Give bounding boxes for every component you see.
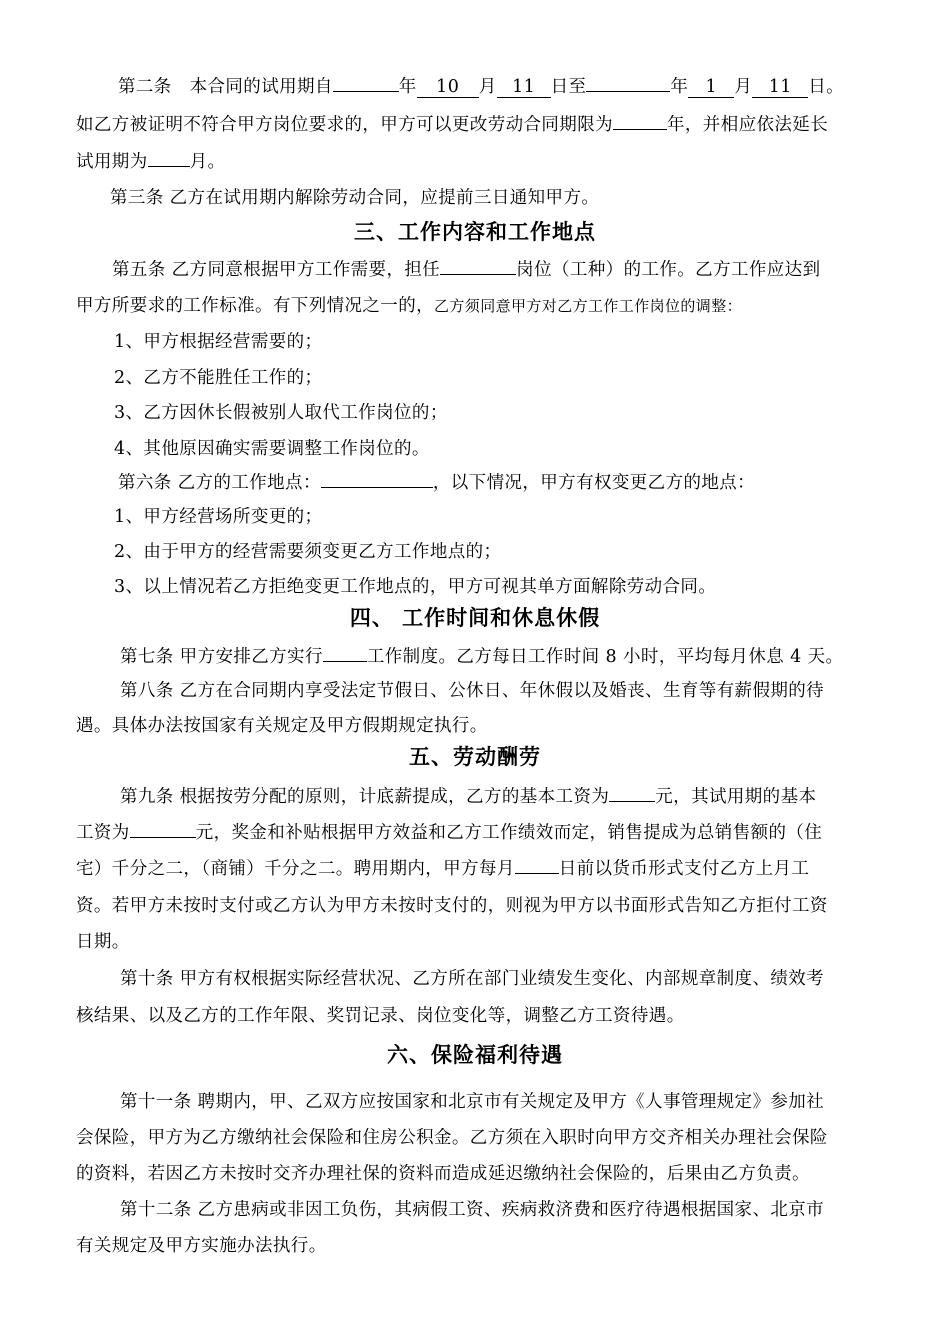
article-label: 第二条 bbox=[118, 77, 172, 97]
text: 第九条 根据按劳分配的原则，计底薪提成，乙方的基本工资为 bbox=[120, 787, 610, 807]
art2-line1 bbox=[118, 75, 928, 99]
text: 月 bbox=[734, 77, 753, 97]
text: 工作制度。乙方每日工作时间 8 小时，平均每月休息 4 天。 bbox=[366, 647, 844, 667]
text: 工资为 bbox=[76, 823, 130, 843]
blank-probation-salary bbox=[130, 837, 196, 838]
list-item: 2、由于甲方的经营需要须变更乙方工作地点的； bbox=[114, 542, 502, 562]
text: 第六条 乙方的工作地点： bbox=[118, 473, 321, 493]
art12-line1: 第十二条 乙方患病或非因工负伤，其病假工资、疾病救济费和医疗待遇根据国家、北京市 bbox=[120, 1200, 825, 1220]
art11-line2: 会保险，甲方为乙方缴纳社会保险和住房公积金。乙方须在入职时向甲方交齐相关办理社会保险 bbox=[76, 1128, 828, 1148]
art7 bbox=[120, 645, 930, 669]
art11-line3: 的资料，若因乙方未按时交齐办理社保的资料而造成延迟缴纳社会保险的，后果由乙方负责。 bbox=[76, 1164, 810, 1184]
list-item: 1、甲方根据经营需要的； bbox=[114, 332, 323, 352]
list-item: 3、以上情况若乙方拒绝变更工作地点的，甲方可视其单方面解除劳动合同。 bbox=[114, 577, 717, 597]
art9-line2 bbox=[76, 821, 886, 845]
art6-line1 bbox=[118, 471, 928, 495]
blank-work-location bbox=[321, 487, 433, 488]
blank-contract-term bbox=[613, 129, 667, 130]
blank-day-start: 11 bbox=[497, 77, 551, 98]
blank-month-end: 1 bbox=[688, 77, 734, 98]
section-heading-4: 四、 工作时间和休息休假 bbox=[349, 606, 601, 630]
blank-work-system bbox=[323, 661, 367, 662]
art9-line5: 日期。 bbox=[76, 932, 130, 952]
text: 年，并相应依法延长 bbox=[667, 115, 829, 135]
art5-line1 bbox=[112, 258, 922, 282]
text: 本合同的试用期自 bbox=[189, 77, 333, 97]
blank-probation-months bbox=[148, 166, 190, 167]
list-item: 1、甲方经营场所变更的； bbox=[114, 507, 323, 527]
text: 日前以货币形式支付乙方上月工 bbox=[558, 859, 810, 879]
text: 第五条 乙方同意根据甲方工作需要，担任 bbox=[112, 260, 441, 280]
text: 岗位（工种）的工作。乙方工作应达到 bbox=[516, 260, 821, 280]
text: 甲方所要求的工作标准。有下列情况之一的， bbox=[76, 296, 434, 316]
art2-line2 bbox=[76, 113, 886, 137]
art9-line1 bbox=[120, 785, 930, 809]
section-heading-3: 三、工作内容和工作地点 bbox=[354, 220, 596, 244]
art8-line1: 第八条 乙方在合同期内享受法定节假日、公休日、年休假以及婚丧、生育等有薪假期的待 bbox=[120, 681, 825, 701]
blank-year-end bbox=[586, 91, 670, 92]
text: 元，奖金和补贴根据甲方效益和乙方工作绩效而定，销售提成为总销售额的（住 bbox=[195, 823, 823, 843]
blank-day-end: 11 bbox=[752, 77, 808, 98]
art12-line2: 有关规定及甲方实施办法执行。 bbox=[76, 1236, 327, 1256]
art9-line4: 资。若甲方未按时支付或乙方认为甲方未按时支付的，则视为甲方以书面形式告知乙方拒付工资 bbox=[76, 896, 828, 916]
art11-line1: 第十一条 聘期内，甲、乙双方应按国家和北京市有关规定及甲方《人事管理规定》参加社 bbox=[120, 1092, 825, 1112]
blank-position bbox=[440, 274, 516, 275]
text: 年 bbox=[398, 77, 417, 97]
list-item: 3、乙方因休长假被别人取代工作岗位的； bbox=[114, 403, 448, 423]
text: 日至 bbox=[550, 77, 587, 97]
art3: 第三条 乙方在试用期内解除劳动合同，应提前三日通知甲方。 bbox=[110, 188, 600, 208]
section-heading-6: 六、保险福利待遇 bbox=[387, 1043, 563, 1067]
text: 如乙方被证明不符合甲方岗位要求的，甲方可以更改劳动合同期限为 bbox=[76, 115, 613, 135]
blank-year-start bbox=[333, 91, 399, 92]
list-item: 4、其他原因确实需要调整工作岗位的。 bbox=[114, 439, 430, 459]
art9-line3 bbox=[76, 857, 886, 881]
art8-line2: 遇。具体办法按国家有关规定及甲方假期规定执行。 bbox=[76, 716, 488, 736]
text: ，以下情况，甲方有权变更乙方的地点： bbox=[432, 473, 756, 493]
text: 乙方须同意甲方对乙方工作工作岗位的调整： bbox=[434, 297, 743, 315]
text: 年 bbox=[670, 77, 689, 97]
section-heading-5: 五、劳动酬劳 bbox=[409, 745, 541, 769]
text: 元，其试用期的基本 bbox=[655, 787, 817, 807]
text: 月 bbox=[478, 77, 497, 97]
art10-line2: 核结果、以及乙方的工作年限、奖罚记录、岗位变化等，调整乙方工资待遇。 bbox=[76, 1006, 685, 1026]
text: 宅）千分之二，（商铺）千分之二。聘用期内，甲方每月 bbox=[76, 859, 515, 879]
art2-line3 bbox=[76, 150, 886, 174]
art10-line1: 第十条 甲方有权根据实际经营状况、乙方所在部门业绩发生变化、内部规章制度、绩效考 bbox=[120, 969, 825, 989]
text: 试用期为 bbox=[76, 152, 148, 172]
blank-pay-day bbox=[515, 873, 559, 874]
text: 月。 bbox=[189, 152, 226, 172]
blank-month-start: 10 bbox=[417, 77, 479, 98]
text: 第七条 甲方安排乙方实行 bbox=[120, 647, 323, 667]
blank-base-salary bbox=[609, 801, 655, 802]
art5-line2 bbox=[76, 294, 886, 318]
text: 日。 bbox=[808, 77, 845, 97]
list-item: 2、乙方不能胜任工作的； bbox=[114, 368, 323, 388]
